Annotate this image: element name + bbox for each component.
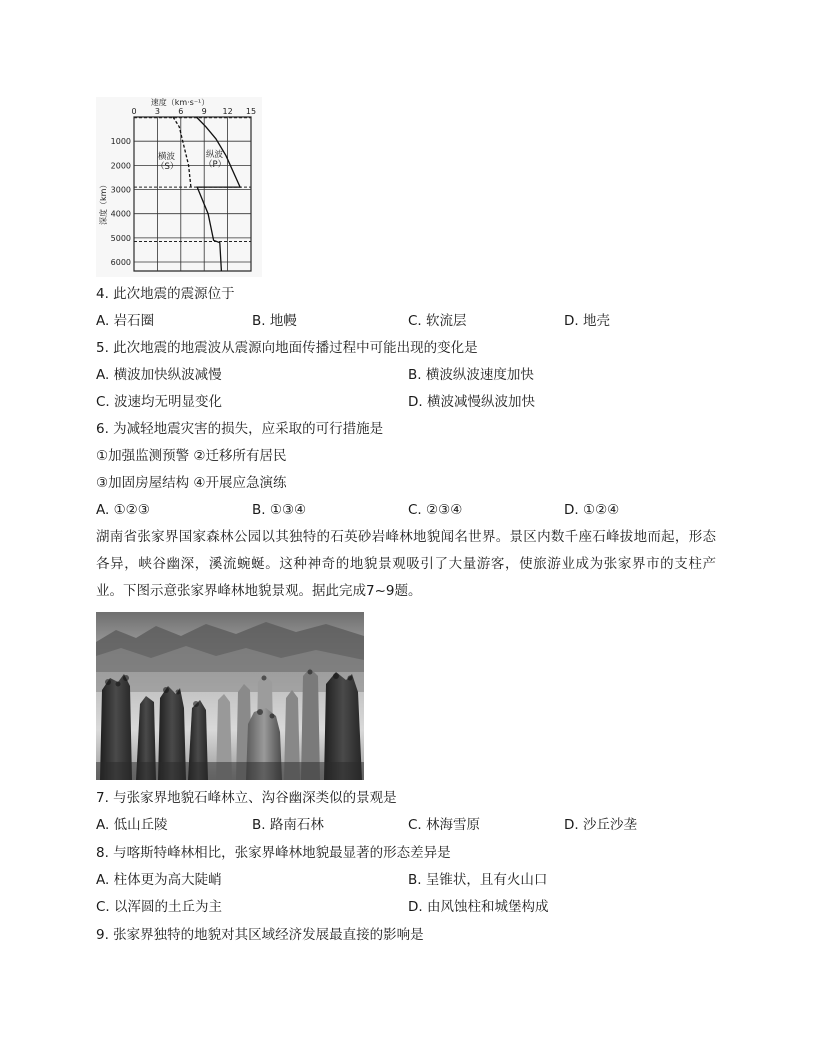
q4-option-b[interactable]: B. 地幔 xyxy=(252,313,297,329)
q4-option-d[interactable]: D. 地壳 xyxy=(564,313,610,329)
q7-option-c[interactable]: C. 林海雪原 xyxy=(408,817,481,833)
passage-paragraph: 湖南省张家界国家森林公园以其独特的石英砂岩峰林地貌闻名世界。景区内数千座石峰拔地而起，形态各异，峡谷幽深，溪流蜿蜒。这种神奇的地貌景观吸引了大量游客，使旅游业成为张家界市的支柱产业。下图示意张家界峰林地貌景观。据此完成7~9题。 xyxy=(96,529,716,599)
x-tick-label: 0 xyxy=(131,107,137,116)
q7-stem: 7. 与张家界地貌石峰林立、沟谷幽深类似的景观是 xyxy=(96,790,397,806)
y-tick-label: 6000 xyxy=(110,258,131,268)
seismic-wave-chart xyxy=(96,97,262,277)
y-tick-label: 2000 xyxy=(110,161,131,171)
q6-items-1: ①加强监测预警 ②迁移所有居民 xyxy=(96,448,287,464)
chart-title: 速度（km·s⁻¹） xyxy=(150,98,210,107)
s-wave-label: 横波 xyxy=(158,152,176,162)
q4-option-a[interactable]: A. 岩石圈 xyxy=(96,313,155,329)
q6-stem: 6. 为减轻地震灾害的损失，应采取的可行措施是 xyxy=(96,421,384,437)
q5-option-b[interactable]: B. 横波纵波速度加快 xyxy=(408,367,534,383)
zhangjiajie-landscape-photo xyxy=(96,612,364,780)
y-axis-label: 深度（km） xyxy=(99,180,108,225)
q8-option-b[interactable]: B. 呈锥状，且有火山口 xyxy=(408,872,548,888)
q7-option-a[interactable]: A. 低山丘陵 xyxy=(96,817,168,833)
p-wave-label-code: （P） xyxy=(204,160,227,170)
y-tick-label: 1000 xyxy=(110,137,131,147)
q5-option-c[interactable]: C. 波速均无明显变化 xyxy=(96,394,223,410)
q4-stem: 4. 此次地震的震源位于 xyxy=(96,286,235,302)
p-wave-label: 纵波 xyxy=(206,150,224,160)
q8-option-d[interactable]: D. 由风蚀柱和城堡构成 xyxy=(408,899,549,915)
x-tick-label: 6 xyxy=(178,107,184,116)
q7-option-d[interactable]: D. 沙丘沙垄 xyxy=(564,817,637,833)
q6-option-b[interactable]: B. ①③④ xyxy=(252,502,307,518)
q9-stem: 9. 张家界独特的地貌对其区域经济发展最直接的影响是 xyxy=(96,927,424,943)
q6-items-2: ③加固房屋结构 ④开展应急演练 xyxy=(96,475,287,491)
x-tick-label: 3 xyxy=(154,107,160,116)
q4-option-c[interactable]: C. 软流层 xyxy=(408,313,467,329)
q8-stem: 8. 与喀斯特峰林相比，张家界峰林地貌最显著的形态差异是 xyxy=(96,845,451,861)
q5-stem: 5. 此次地震的地震波从震源向地面传播过程中可能出现的变化是 xyxy=(96,340,478,356)
q5-option-a[interactable]: A. 横波加快纵波减慢 xyxy=(96,367,222,383)
y-tick-label: 5000 xyxy=(110,233,131,243)
q7-option-b[interactable]: B. 路南石林 xyxy=(252,817,324,833)
q6-option-d[interactable]: D. ①②④ xyxy=(564,502,620,518)
s-wave-label-code: （S） xyxy=(156,162,179,172)
x-tick-label: 9 xyxy=(201,107,207,116)
y-tick-label: 4000 xyxy=(110,209,131,219)
x-tick-label: 15 xyxy=(245,107,257,116)
y-tick-label: 3000 xyxy=(110,185,131,195)
q8-option-a[interactable]: A. 柱体更为高大陡峭 xyxy=(96,872,222,888)
x-tick-label: 12 xyxy=(222,107,233,116)
q8-option-c[interactable]: C. 以浑圆的土丘为主 xyxy=(96,899,223,915)
q5-option-d[interactable]: D. 横波减慢纵波加快 xyxy=(408,394,535,410)
q6-option-c[interactable]: C. ②③④ xyxy=(408,502,463,518)
q6-option-a[interactable]: A. ①②③ xyxy=(96,502,150,518)
